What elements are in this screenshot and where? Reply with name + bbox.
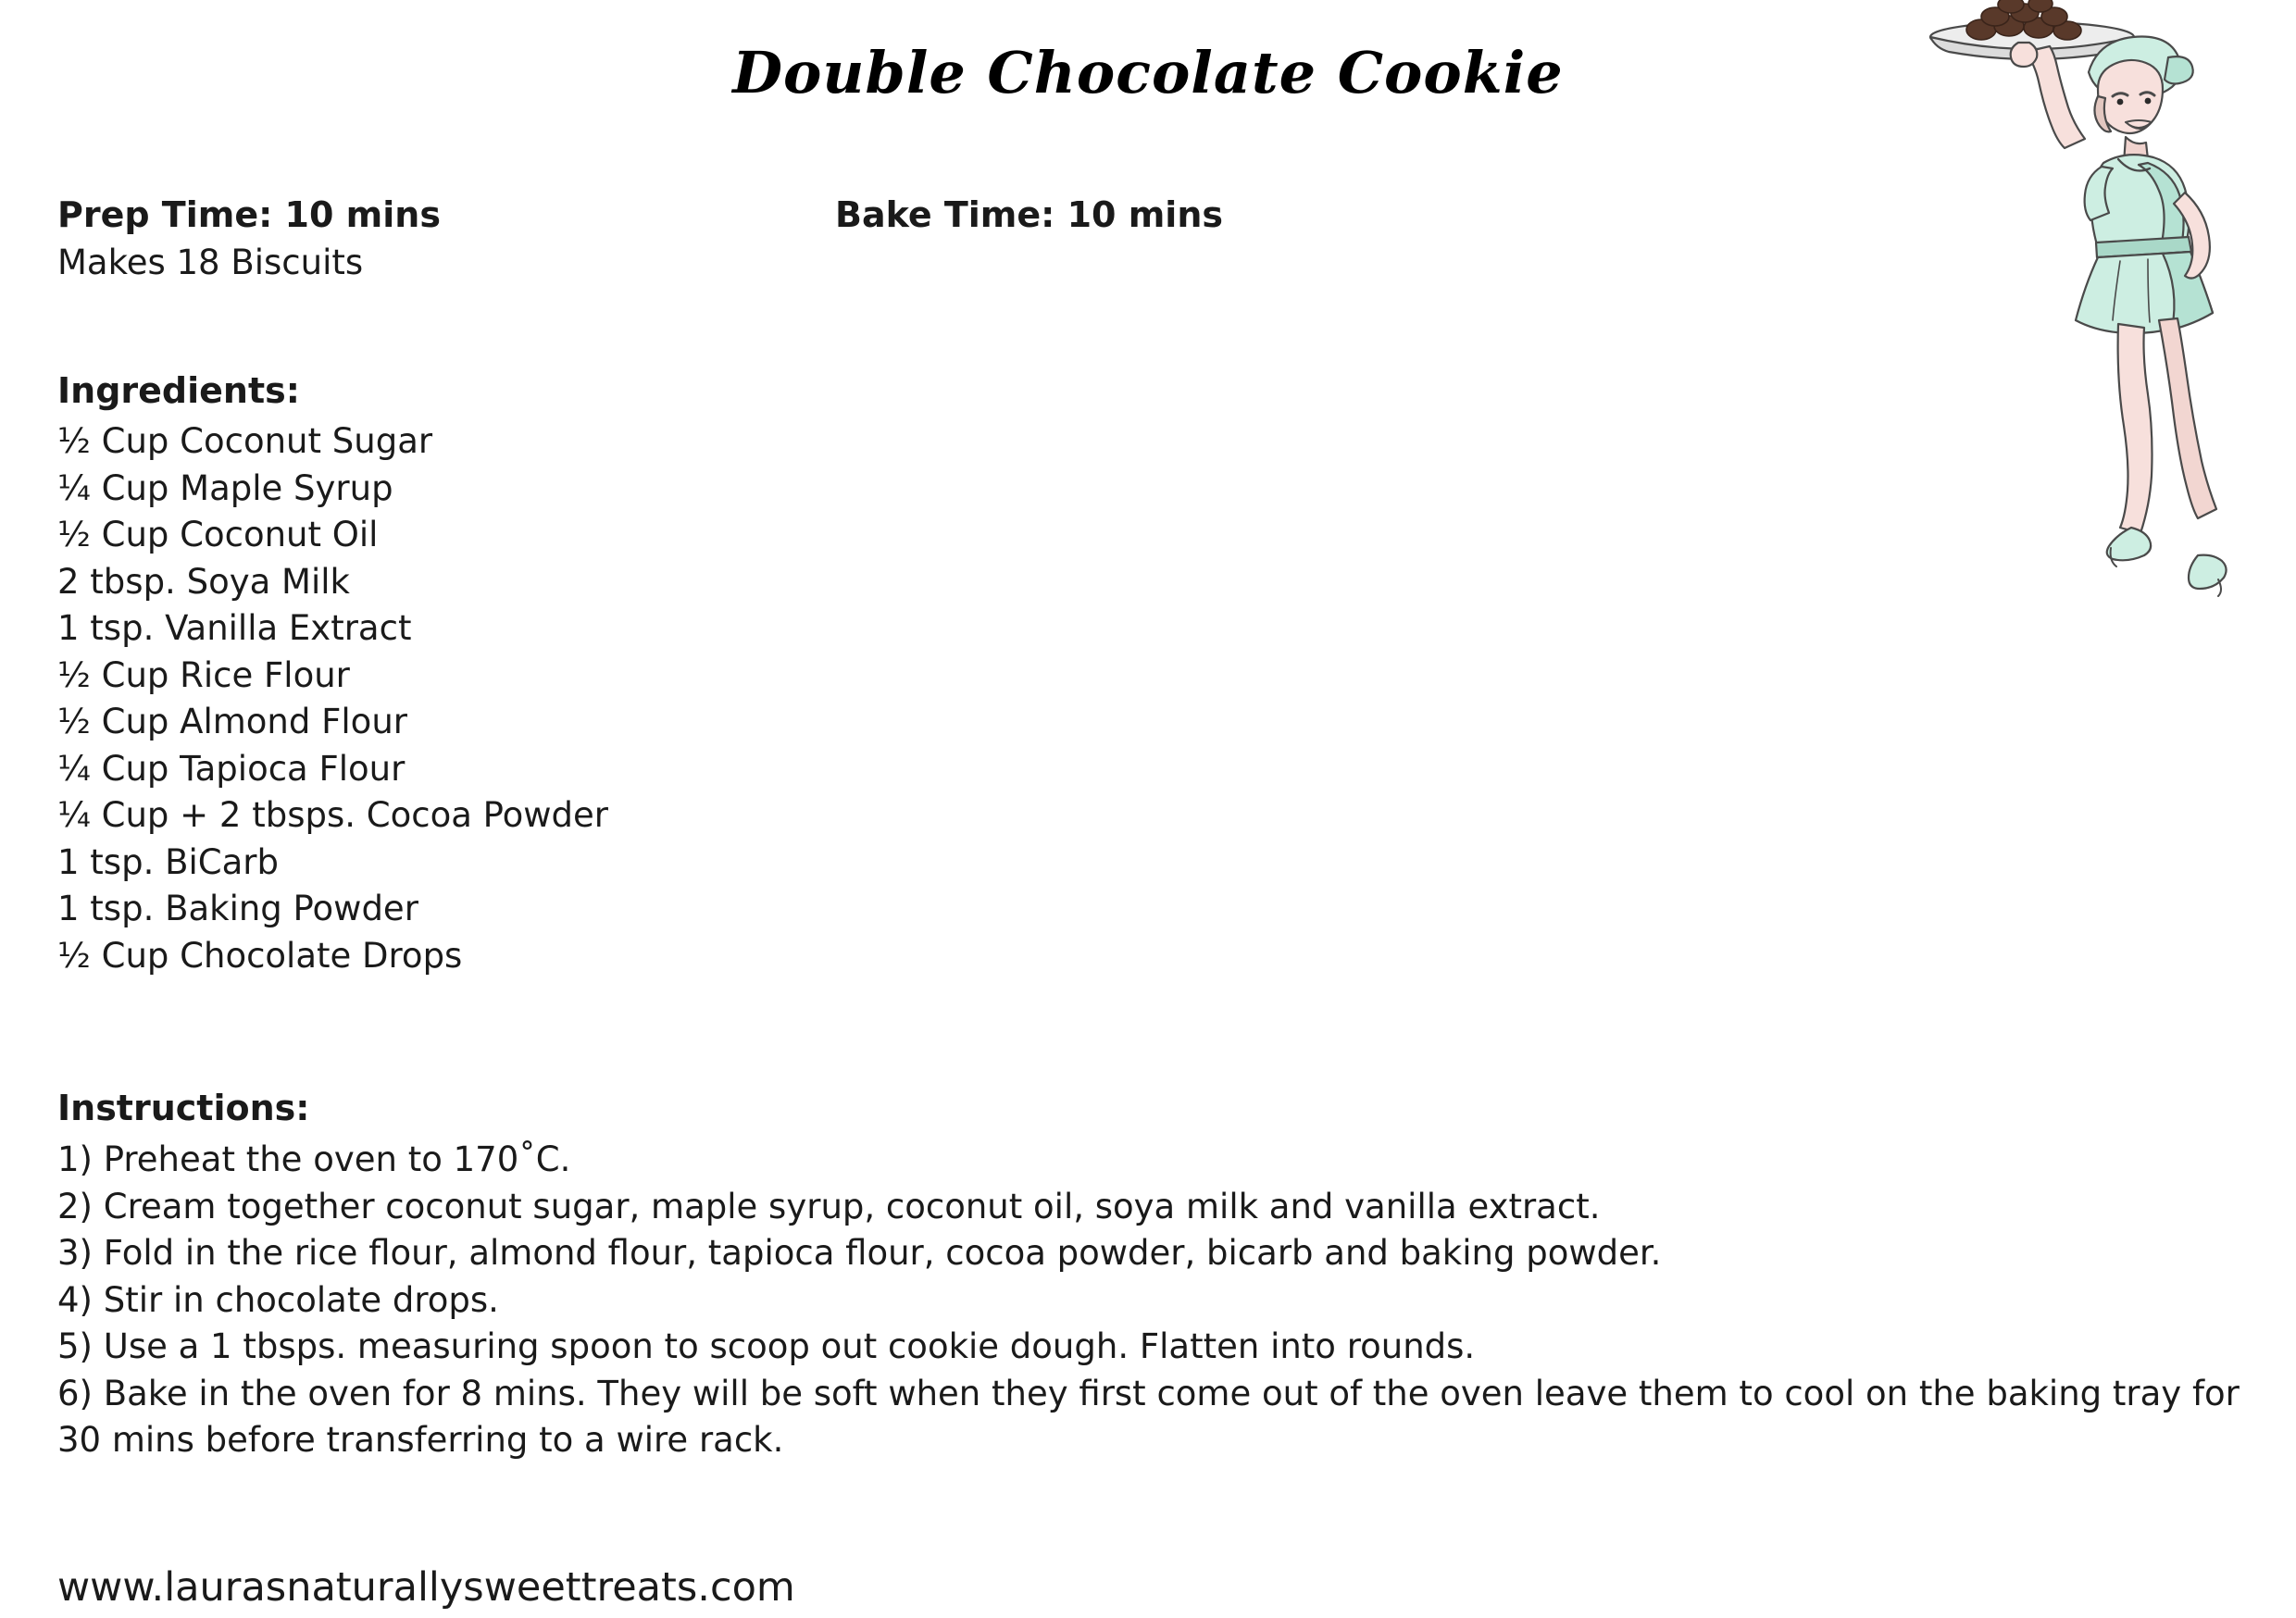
bake-time: Bake Time: 10 mins bbox=[835, 194, 1224, 235]
list-item: ½ Cup Chocolate Drops bbox=[57, 935, 463, 976]
website-url: www.laurasnaturallysweettreats.com bbox=[57, 1564, 795, 1611]
list-item: ½ Cup Rice Flour bbox=[57, 654, 350, 695]
yield-text: Makes 18 Biscuits bbox=[57, 243, 364, 282]
list-item: ½ Cup Coconut Sugar bbox=[57, 421, 433, 461]
times-row bbox=[57, 194, 2002, 241]
list-item: ½ Cup Almond Flour bbox=[57, 702, 407, 741]
list-item: ¼ Cup Tapioca Flour bbox=[57, 748, 406, 789]
list-item: 6) Bake in the oven for 8 mins. They will be soft when they first come out of the oven leave them to cool on the baking tray for 30 mins before transferring to a wire rack. bbox=[57, 1373, 2240, 1460]
list-item: 4) Stir in chocolate drops. bbox=[57, 1279, 499, 1320]
instructions-list bbox=[57, 1137, 2279, 1464]
list-item: 1) Preheat the oven to 170˚C. bbox=[57, 1139, 571, 1179]
ingredients-heading: Ingredients: bbox=[57, 370, 300, 411]
list-item: 1 tsp. BiCarb bbox=[57, 841, 279, 882]
list-item: 5) Use a 1 tbsps. measuring spoon to scoop out cookie dough. Flatten into rounds. bbox=[57, 1326, 1476, 1366]
list-item: ¼ Cup Maple Syrup bbox=[57, 467, 393, 508]
list-item: ¼ Cup + 2 tbsps. Cocoa Powder bbox=[57, 795, 609, 835]
list-item: 1 tsp. Baking Powder bbox=[57, 889, 418, 928]
instructions-heading: Instructions: bbox=[57, 1088, 310, 1128]
list-item: 2) Cream together coconut sugar, maple syrup, coconut oil, soya milk and vanilla extract. bbox=[57, 1186, 1601, 1226]
list-item: 2 tbsp. Soya Milk bbox=[57, 561, 350, 602]
list-item: 1 tsp. Vanilla Extract bbox=[57, 608, 412, 648]
prep-time: Prep Time: 10 mins bbox=[57, 194, 441, 235]
list-item: 3) Fold in the rice flour, almond flour, tapioca flour, cocoa powder, bicarb and baking powder. bbox=[57, 1233, 1662, 1273]
page-title: Double Chocolate Cookie bbox=[732, 39, 1564, 106]
pinup-baker-with-cookie-tray-icon bbox=[1870, 0, 2277, 703]
list-item: ½ Cup Coconut Oil bbox=[57, 515, 379, 554]
ingredients-list bbox=[57, 418, 608, 979]
